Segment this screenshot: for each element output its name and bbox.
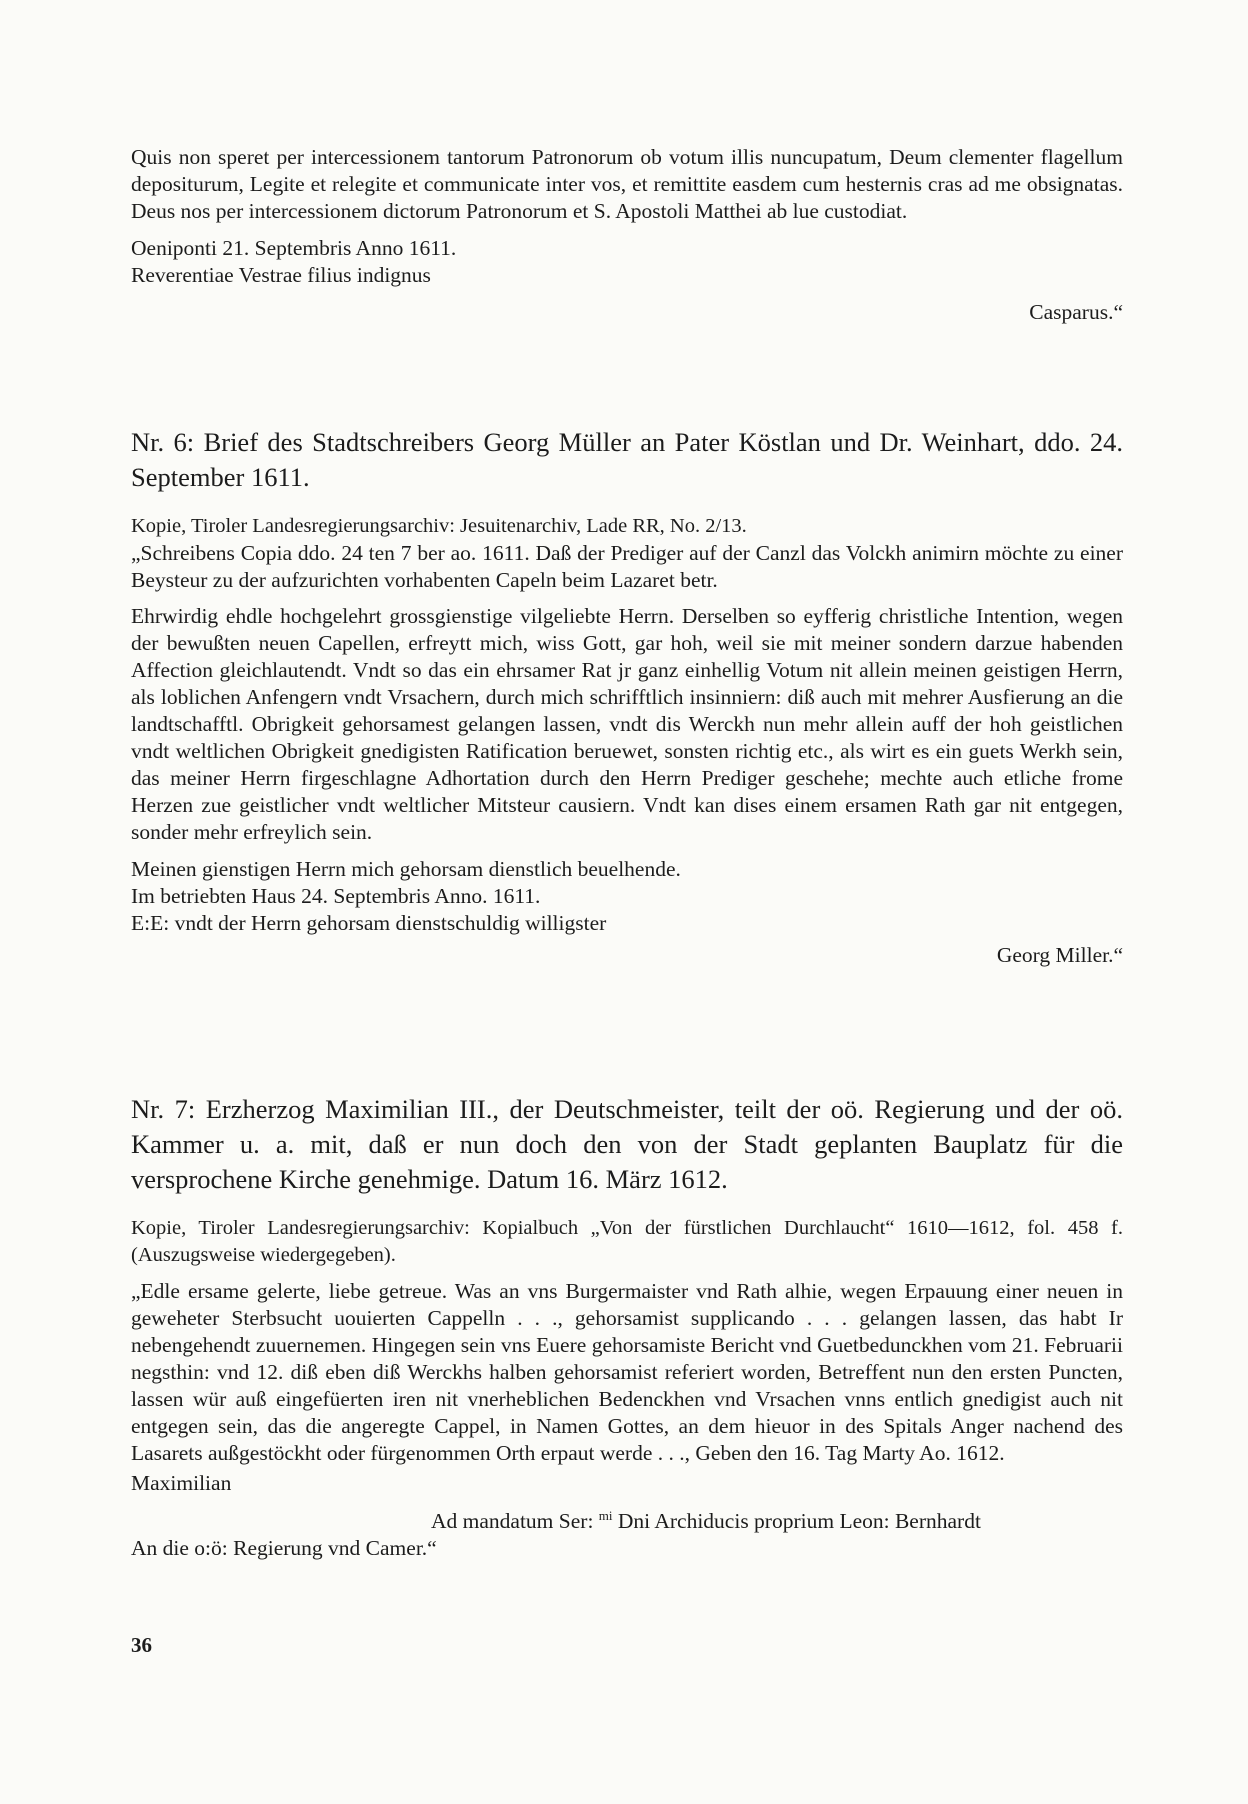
mandate-suffix: Dni Archiducis proprium Leon: Bernhardt bbox=[617, 1509, 981, 1534]
document-6-source: Kopie, Tiroler Landesregierungsarchiv: Jesuitenarchiv, Lade RR, No. 2/13. bbox=[131, 515, 747, 537]
mandate-prefix: Ad mandatum Ser: bbox=[431, 1509, 594, 1534]
document-7-mandate bbox=[431, 1502, 1123, 1535]
letter-5-place-date: Oeniponti 21. Septembris Anno 1611. bbox=[131, 236, 457, 260]
document-7-address: An die o:ö: Regierung vnd Camer.“ bbox=[131, 1536, 437, 1561]
document-7-sender: Maximilian bbox=[131, 1471, 232, 1495]
document-6-closing-line-2: Im betriebten Haus 24. Septembris Anno. 1611. bbox=[131, 884, 541, 908]
document-6-intro: „Schreibens Copia ddo. 24 ten 7 ber ao. 1611. Daß der Prediger auf der Canzl das Volckh animirn möchte zu einer Beysteur zu der aufzurichten vorhabenten Capeln beim Lazaret betr. bbox=[131, 541, 1123, 592]
document-7 bbox=[131, 1092, 1123, 1562]
document-7-body: „Edle ersame gelerte, liebe getreue. Was an vns Burgermaister vnd Rath alhie, wegen Erpauung einer neuen in geweheter Sterbsucht uouierten Cappelln . . ., gehorsamist supplicando . . . gelangen lassen, das habt Ir nebengehendt zuuernemen. Hingegen sein vns Euere gehorsamiste Bericht vnd Guetbedunckhen vom 21. Februarii negsthin: vnd 12. diß eben diß Werckhs halben gehorsamist referiert worden, Betreffent nun den ersten Puncten, lassen wür auß eingefüerten iren nit vnerheblichen Bedenckhen vnd Vrsachen vnns entlich gnedigist auch nit entgegen sein, das die angeregte Cappel, in Namen Gottes, an dem hieuor in des Spitals Anger nachend des Lasarets außgestöckht oder fürgenommen Orth erpaut werde . . ., Geben den 16. Tag Marty Ao. 1612. bbox=[131, 1279, 1123, 1465]
document-6-signature: Georg Miller.“ bbox=[996, 943, 1123, 967]
letter-5-closing: Reverentiae Vestrae filius indignus bbox=[131, 263, 431, 287]
document-6-body: Ehrwirdig ehdle hochgelehrt grossgienstige vilgeliebte Herrn. Derselben so eyfferig christliche Intention, wegen der bewußten neuen Capellen, erfreytt mich, wiss Gott, gar hoh, weil sie mit meiner sondern darzue habenden Affection gleichlautendt. Vndt so das ein ehrsamer Rat jr ganz einhellig Votum nit allein meinen geistigen Herrn, als loblichen Anfengern vndt Vrsachern, durch mich schrifftlich insinniern: diß auch mit mehrer Ausfierung an die landtschafftl. Obrigkeit gehorsamest gelangen lassen, vndt dis Werckh nun mehr allein auff der hoh geistlichen vndt weltlichen Obrigkeit gnedigisten Ratification beruewet, sonsten richtig etc., als wirt es ein guets Werkh sein, das meiner Herrn firgeschlagne Adhortation durch den Herrn Prediger geschehe; mechte auch etliche frome Herzen zue geistlicher vndt weltlicher Mitsteur causiern. Vndt kan dises einem ersamen Rath gar nit entgegen, sonder mehr erfreylich sein. bbox=[131, 604, 1123, 844]
document-6-closing-line-1: Meinen gienstigen Herrn mich gehorsam dienstlich beuelhende. bbox=[131, 857, 681, 881]
document-6-heading: Nr. 6: Brief des Stadtschreibers Georg Müller an Pater Köstlan und Dr. Weinhart, ddo. 24. September 1611. bbox=[131, 427, 1123, 492]
page-number: 36 bbox=[131, 1633, 152, 1657]
document-6 bbox=[131, 425, 1123, 969]
letter-5-ending bbox=[131, 144, 1123, 326]
letter-5-body: Quis non speret per intercessionem tantorum Patronorum ob votum illis nuncupatum, Deum clementer flagellum depositurum, Legite et relegite et communicate inter vos, et remittite easdem cum hesternis cras ad me obsignatas. Deus nos per intercessionem dictorum Patronorum et S. Apostoli Matthei ab lue custodiat. bbox=[131, 145, 1123, 223]
document-6-closing-line-3: E:E: vndt der Herrn gehorsam dienstschuldig willigster bbox=[131, 911, 607, 935]
mandate-superscript: mi bbox=[598, 1508, 613, 1523]
document-7-heading: Nr. 7: Erzherzog Maximilian III., der Deutschmeister, teilt der oö. Regierung und der oö. Kammer u. a. mit, daß er nun doch den von der Stadt geplanten Bauplatz für die versprochene Kirche genehmige. Datum 16. März 1612. bbox=[131, 1094, 1123, 1194]
letter-5-signature: Casparus.“ bbox=[1029, 300, 1123, 324]
document-7-source: Kopie, Tiroler Landesregierungsarchiv: Kopialbuch „Von der fürstlichen Durchlaucht“ 1610—1612, fol. 458 f. (Auszugsweise wiedergegeben). bbox=[131, 1217, 1123, 1266]
